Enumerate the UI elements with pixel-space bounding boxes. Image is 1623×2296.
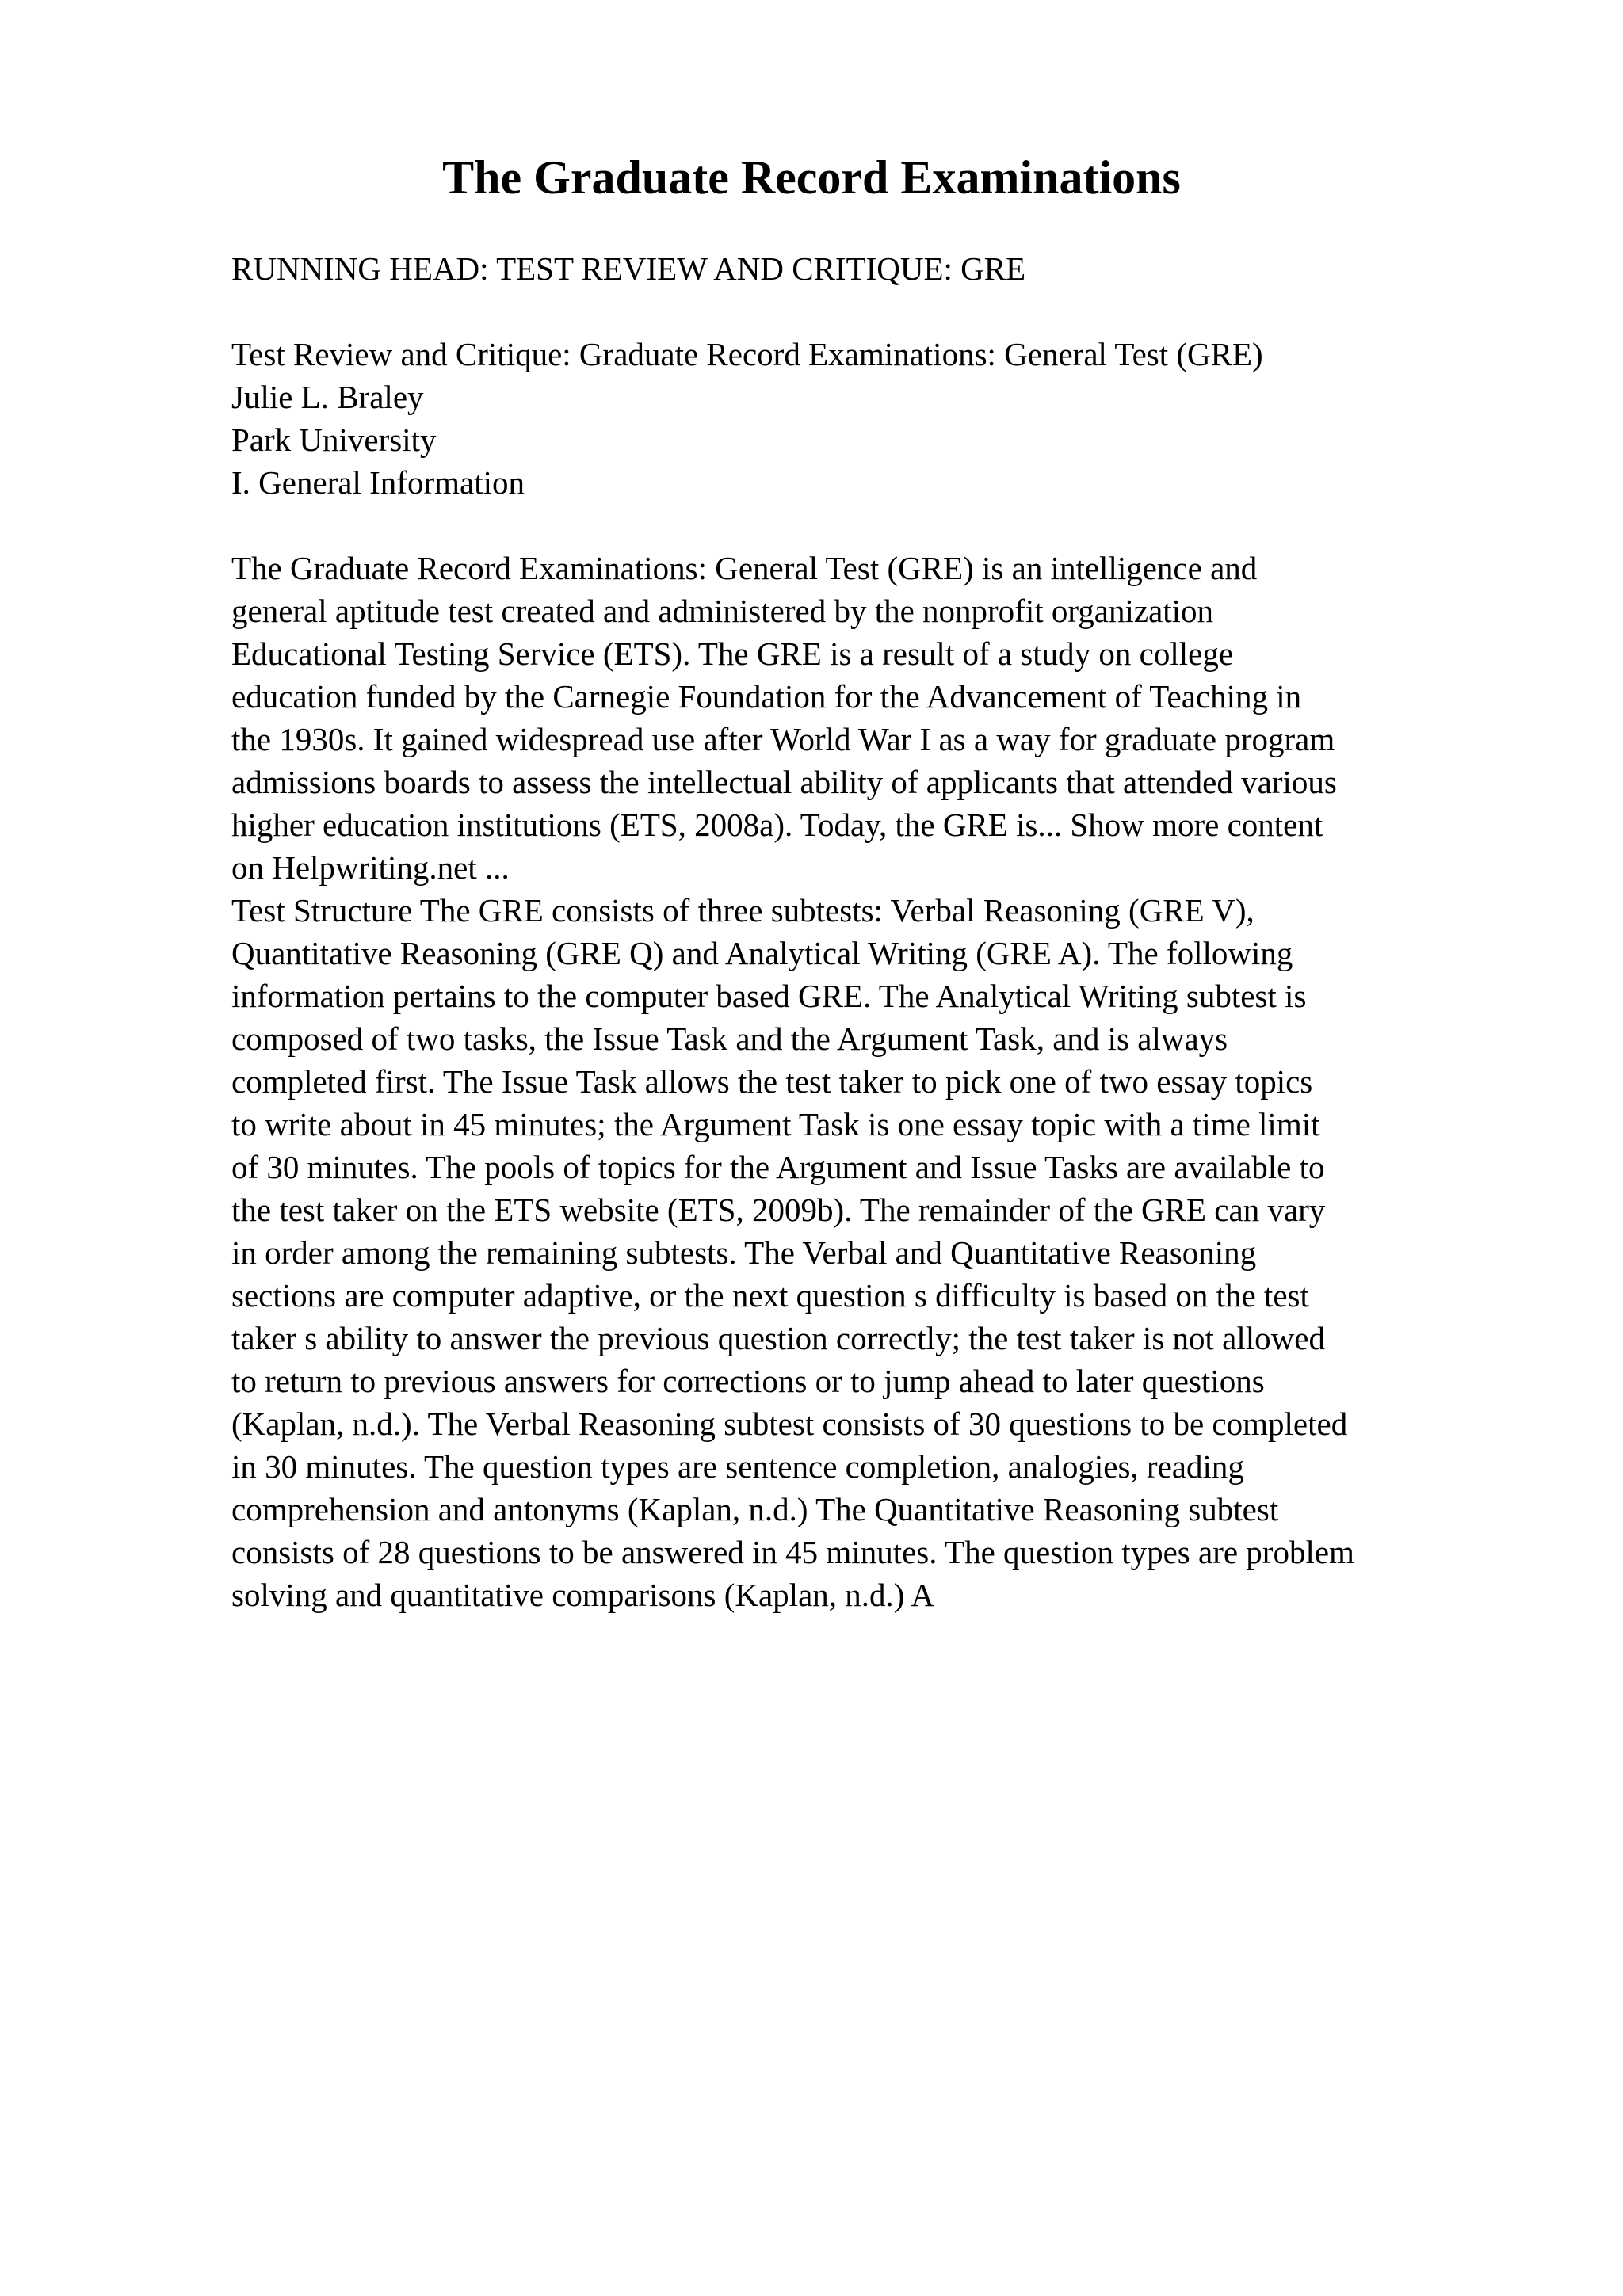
body-line: consists of 28 questions to be answered in 45 minutes. The question types are problem: [231, 1534, 1354, 1570]
body-line: Test Structure The GRE consists of three subtests: Verbal Reasoning (GRE V),: [231, 892, 1254, 929]
body-line: to return to previous answers for corrections or to jump ahead to later questions: [231, 1363, 1265, 1399]
body-line: composed of two tasks, the Issue Task and the Argument Task, and is always: [231, 1020, 1228, 1057]
body-line: admissions boards to assess the intellectual ability of applicants that attended various: [231, 764, 1337, 800]
body-text: [231, 547, 1531, 1616]
body-line: in order among the remaining subtests. The Verbal and Quantitative Reasoning: [231, 1234, 1257, 1271]
author-line: Julie L. Braley: [231, 379, 424, 415]
paper-title-line: Test Review and Critique: Graduate Record Examinations: General Test (GRE): [231, 336, 1263, 372]
document-title: The Graduate Record Examinations: [442, 151, 1181, 204]
body-line: Educational Testing Service (ETS). The GRE is a result of a study on college: [231, 635, 1234, 672]
body-line: The Graduate Record Examinations: General Test (GRE) is an intelligence and: [231, 550, 1258, 586]
body-line: (Kaplan, n.d.). The Verbal Reasoning subtest consists of 30 questions to be completed: [231, 1405, 1348, 1442]
body-line: education funded by the Carnegie Foundation for the Advancement of Teaching in: [231, 678, 1302, 715]
body-line: in 30 minutes. The question types are sentence completion, analogies, reading: [231, 1448, 1244, 1485]
body-line: of 30 minutes. The pools of topics for the Argument and Issue Tasks are available to: [231, 1149, 1325, 1185]
section-heading: I. General Information: [231, 464, 525, 501]
body-line: completed first. The Issue Task allows the test taker to pick one of two essay topics: [231, 1063, 1313, 1100]
body-line: Quantitative Reasoning (GRE Q) and Analytical Writing (GRE A). The following: [231, 935, 1293, 971]
body-line: the 1930s. It gained widespread use after World War I as a way for graduate program: [231, 721, 1335, 757]
body-line: to write about in 45 minutes; the Argument Task is one essay topic with a time limit: [231, 1106, 1320, 1142]
running-head: RUNNING HEAD: TEST REVIEW AND CRITIQUE: GRE: [231, 250, 1026, 287]
body-line: on Helpwriting.net ...: [231, 849, 510, 886]
body-line: solving and quantitative comparisons (Kaplan, n.d.) A: [231, 1577, 935, 1613]
body-line: the test taker on the ETS website (ETS, 2009b). The remainder of the GRE can vary: [231, 1192, 1326, 1228]
institution-line: Park University: [231, 421, 437, 458]
body-line: comprehension and antonyms (Kaplan, n.d.) The Quantitative Reasoning subtest: [231, 1491, 1279, 1527]
body-line: taker s ability to answer the previous question correctly; the test taker is not allowed: [231, 1320, 1325, 1356]
body-line: information pertains to the computer based GRE. The Analytical Writing subtest is: [231, 978, 1307, 1014]
body-line: higher education institutions (ETS, 2008a). Today, the GRE is... Show more content: [231, 807, 1323, 843]
front-matter: [231, 333, 1531, 504]
body-line: general aptitude test created and administered by the nonprofit organization: [231, 593, 1214, 629]
body-line: sections are computer adaptive, or the next question s difficulty is based on the test: [231, 1277, 1309, 1314]
